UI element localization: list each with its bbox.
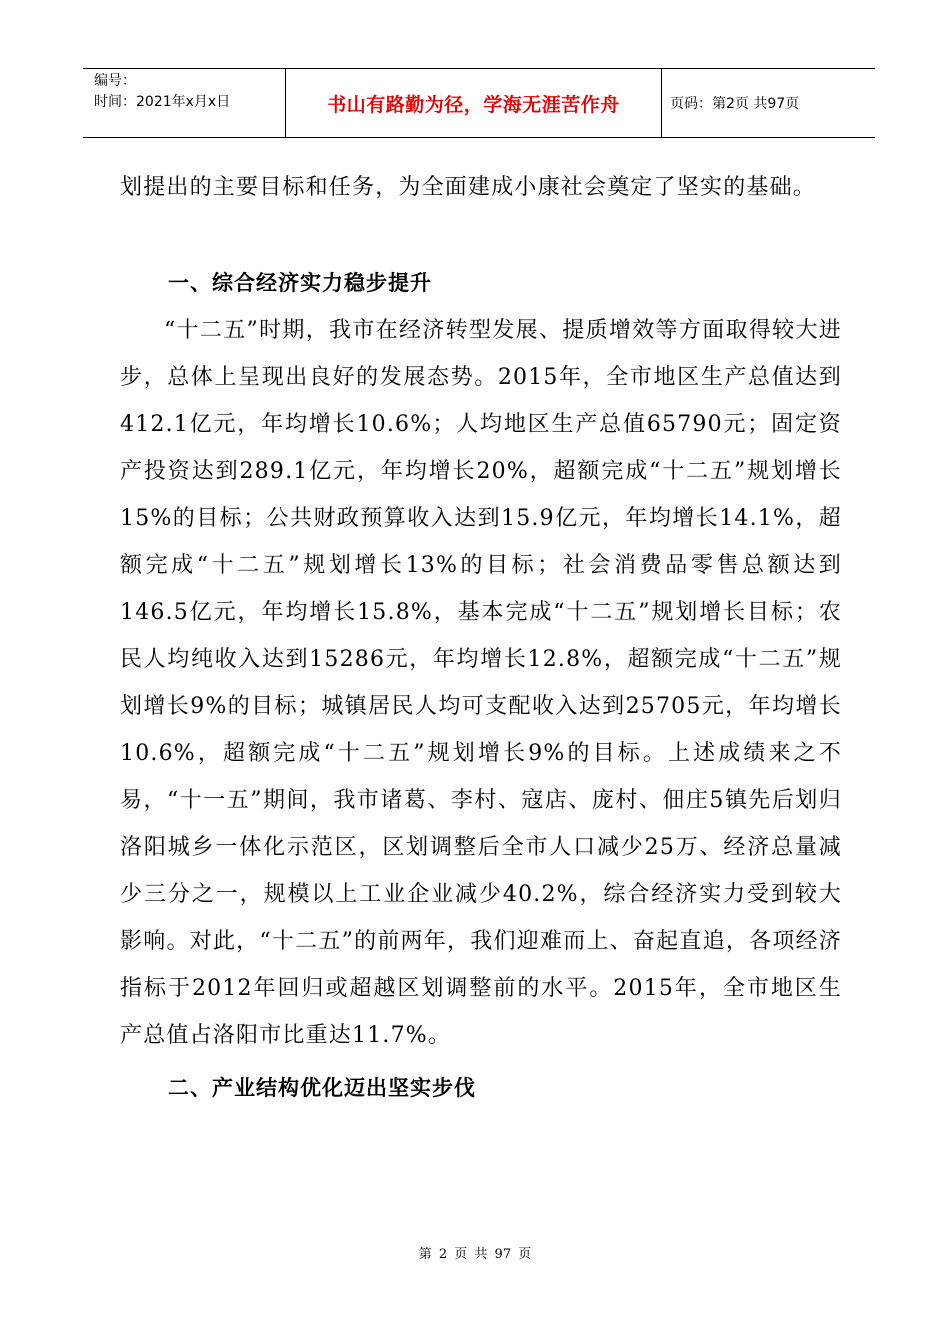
continuation-paragraph: 划提出的主要目标和任务，为全面建成小康社会奠定了坚实的基础。: [120, 175, 817, 200]
body-paragraph-1: “十二五”时期，我市在经济转型发展、提质增效等方面取得较大进步，总体上呈现出良好的发展态势。2015年，全市地区生产总值达到412.1亿元，年均增长10.6%；人均地区生产总值65790元；固定资产投资达到289.1亿元，年均增长20%，超额完成“十二五”规划增长15%的目标；公共财政预算收入达到15.9亿元，年均增长14.1%，超额完成“十二五”规划增长13%的目标；社会消费品零售总额达到146.5亿元，年均增长15.8%，基本完成“十二五”规划增长目标；农民人均纯收入达到15286元，年均增长12.8%，超额完成“十二五”规划增长9%的目标；城镇居民人均可支配收入达到25705元，年均增长10.6%，超额完成“十二五”规划增长9%的目标。上述成绩来之不易，“十一五”期间，我市诸葛、李村、寇店、庞村、佃庄5镇先后划归洛阳城乡一体化示范区，区划调整后全市人口减少25万、经济总量减少三分之一，规模以上工业企业减少40.2%，综合经济实力受到较大影响。对此，“十二五”的前两年，我们迎难而上、奋起直追，各项经济指标于2012年回归或超越区划调整前的水平。2015年，全市地区生产总值占洛阳市比重达11.7%。: [120, 318, 842, 1048]
header-page-info: 页码：第2页 共97页: [670, 96, 800, 112]
header-meta: [83, 69, 286, 137]
document-number-label: 编号：: [94, 73, 136, 89]
section-heading-2: 二、产业结构优化迈出坚实步伐: [168, 1076, 476, 1100]
header-motto: 书山有路勤为径，学海无涯苦作舟: [286, 69, 662, 137]
page-header: [83, 68, 875, 138]
document-body: [120, 164, 842, 1112]
section-heading-1: 一、综合经济实力稳步提升: [168, 271, 432, 295]
page-footer: 第 2 页 共 97 页: [418, 1247, 532, 1262]
document-time: 时间：2021年x月x日: [94, 94, 231, 110]
